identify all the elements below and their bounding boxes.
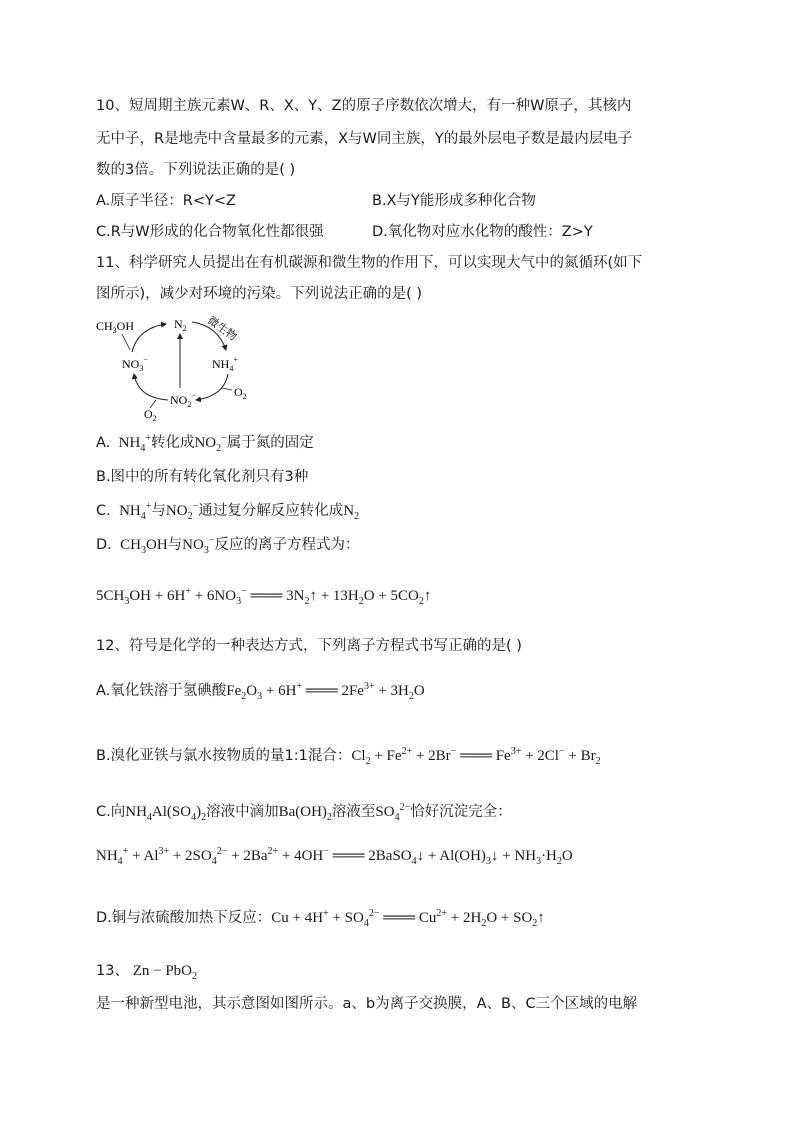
q12-option-c-formula3: $SO_4^{2-}$ <box>375 802 411 823</box>
arrow-nh4-to-no2 <box>196 374 228 400</box>
arrow-ch3oh <box>122 334 130 350</box>
q12-option-c-prefix: C.向 <box>96 804 126 820</box>
q11-option-a-formula: $NH_4^+$ <box>114 433 151 454</box>
q11-option-d-equation: $5CH_3OH + 6H^+ + 6NO_3^-$ ═══ $3N_2↑ + 13H_2O$ + $5CO_2↑$ <box>96 586 432 607</box>
q11-option-a-suffix: 属于氮的固定 <box>226 435 314 451</box>
q10-option-b[interactable]: B.X与Y能形成多种化合物 <box>372 193 536 209</box>
q12-option-c-mid2: 溶液至 <box>331 804 376 820</box>
q12-option-c-formula1: $NH_4Al(SO_4)_2$ <box>125 804 207 823</box>
q11-option-a-prefix: A. <box>96 435 111 451</box>
q11-stem-line1: 11、科学研究人员提出在有机碳源和微生物的作用下，可以实现大气中的氮循环(如下 <box>96 255 643 271</box>
q10-stem-line1: 10、短周期主族元素W、R、X、Y、Z的原子序数依次增大，有一种W原子，其核内 <box>96 98 632 114</box>
q10-stem-line2: 无中子，R是地壳中含量最多的元素，X与W同主族，Y的最外层电子数是最内层电子 <box>96 131 633 147</box>
q11-stem-line2: 图所示)，减少对环境的污染。下列说法正确的是( ) <box>96 286 423 302</box>
arrow-no3-to-n2 <box>132 324 166 352</box>
q12-option-c-mid1: 溶液中滴加 <box>206 804 279 820</box>
diagram-microbe-label: 微生物 <box>204 314 239 344</box>
q11-option-c-formula2: $NO_2^-$ <box>165 501 199 522</box>
q12-option-b[interactable] <box>96 746 601 766</box>
diagram-nh4-label: $NH_4^+$ <box>212 355 238 373</box>
arrow-o2-left <box>150 400 156 408</box>
q11-option-c[interactable] <box>96 501 359 521</box>
q11-option-d-suffix: 反应的离子方程式为： <box>214 537 360 553</box>
q12-option-a-prefix: A.氧化铁溶于氢碘酸 <box>96 683 227 699</box>
q12-option-c-suffix: 恰好沉淀完全： <box>410 804 512 820</box>
q12-option-a[interactable] <box>96 681 425 701</box>
q11-option-c-mid: 与 <box>151 503 166 519</box>
diagram-n2-label: $N_2$ <box>174 317 187 333</box>
arrow-o2-right <box>222 388 232 390</box>
diagram-ch3oh-label: $CH_3OH$ <box>96 319 135 335</box>
q12-option-c-formula2: $Ba(OH)_2$ <box>278 804 332 823</box>
q13-formula: Zn − PbO$_2$ <box>128 963 197 982</box>
q12-option-d-equation: $Cu + 4H^+ + SO_4^{2-}$ ═══ $Cu^{2+} + 2H_2O$ + $SO_2↑$ <box>271 908 545 929</box>
q12-option-b-equation: $Cl_2 + Fe^{2+} + 2Br^-$ ═══ $Fe^{3+} + 2Cl^- + Br_2$ <box>351 746 601 767</box>
nitrogen-cycle-diagram <box>94 312 264 424</box>
q11-option-d[interactable] <box>96 535 359 555</box>
q10-option-d[interactable]: D.氧化物对应水化物的酸性：Z>Y <box>372 224 593 240</box>
q11-option-a[interactable] <box>96 433 314 453</box>
q12-option-a-equation: $Fe_2O_3 + 6H^+$ ═══ $2Fe^{3+} + 3H_2O$ <box>226 681 425 702</box>
q11-option-b[interactable]: B.图中的所有转化氧化剂只有3种 <box>96 469 309 485</box>
q11-option-a-text1: 转化成 <box>150 435 195 451</box>
q11-option-c-suffix: 通过复分解反应转化成 <box>198 503 344 519</box>
q11-option-c-formula1: $NH_4^+$ <box>115 501 152 522</box>
q12-option-c[interactable] <box>96 802 512 822</box>
diagram-no2-label: $NO_2^-$ <box>170 391 196 409</box>
q12-option-d[interactable] <box>96 908 545 928</box>
q11-option-d-prefix: D. <box>96 537 112 553</box>
q11-option-d-mid: 与 <box>167 537 183 553</box>
diagram-o2-right-label: $O_2$ <box>234 385 247 401</box>
q13-line2: 是一种新型电池，其示意图如图所示。a、b为离子交换膜，A、B、C三个区域的电解 <box>96 996 638 1012</box>
q11-option-a-formula2: $NO_2^-$ <box>194 433 227 454</box>
q11-option-c-formula3: $N_2$ <box>343 503 360 522</box>
q11-option-c-prefix: C. <box>96 503 111 519</box>
diagram-no3-label: $NO_3^-$ <box>122 355 148 373</box>
q13-number: 13、 <box>96 963 129 979</box>
q12-option-c-equation: $NH_4^+ + Al^{3+} + 2SO_4^{2-} + 2Ba^{2+} + 4OH^-$ ═══ 2BaSO$_4$↓ + $Al(OH)_3↓ + NH_3\cdot H_2O$ <box>96 846 573 867</box>
q12-option-b-prefix: B.溴化亚铁与氯水按物质的量1:1混合： <box>96 748 352 764</box>
q11-option-d-formula2: $NO_3^-$ <box>182 535 215 556</box>
q10-stem-line3: 数的3倍。下列说法正确的是( ) <box>96 162 296 178</box>
arrow-no2-to-no3 <box>134 374 168 400</box>
q10-option-a[interactable]: A.原子半径：R<Y<Z <box>96 193 236 209</box>
q11-option-d-formula1: $CH_3OH$ <box>116 537 168 556</box>
q12-option-d-prefix: D.铜与浓硫酸加热下反应： <box>96 910 272 926</box>
q12-stem: 12、符号是化学的一种表达方式，下列离子方程式书写正确的是( ) <box>96 638 522 654</box>
diagram-o2-left-label: $O_2$ <box>144 407 157 423</box>
q13-title <box>96 961 197 981</box>
q10-option-c[interactable]: C.R与W形成的化合物氧化性都很强 <box>96 224 324 240</box>
